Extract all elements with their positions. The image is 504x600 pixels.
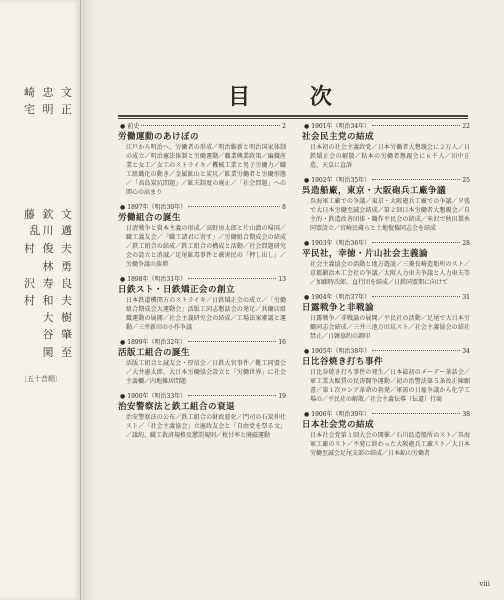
toc-section	[118, 275, 286, 332]
bullet-icon: ●	[304, 411, 310, 418]
name-row: 関 至	[42, 346, 74, 359]
toc-section	[302, 122, 470, 170]
ordering-note: 〔五十音順〕	[20, 375, 62, 383]
toc-page-number: 16	[278, 339, 286, 346]
toc-section	[302, 176, 470, 233]
toc-subtopics: 日本鉄道機関方のストライキ／日鉄矯正会の成立／「労働組合期成会大運動会」活版工同志懇話会の発足／共働店組織運動の展開／社会主義研究会の結成／工場法案審議と運動／三井新田の小作争議	[126, 297, 286, 331]
name-row: 大 樹	[42, 311, 74, 324]
page-title: 目 次	[228, 84, 358, 110]
toc-right-column	[302, 122, 470, 458]
toc-era-entry[interactable]	[302, 239, 470, 248]
toc-era-entry[interactable]	[302, 176, 470, 185]
toc-era-entry[interactable]	[118, 122, 286, 131]
bullet-icon: ●	[304, 294, 310, 301]
toc-page-number: 13	[278, 276, 286, 283]
title-rule-thin	[118, 118, 468, 119]
toc-era-label: 1902年（明治35年）	[311, 177, 371, 184]
toc-era-label: 1904年（明治37年）	[311, 294, 371, 301]
toc-subtopics: 日比谷焼き打ち事件の発生／日本最初のメーデー茶話会／軍工業大幅賃の民涛闘争運動／初の治警法第５条改正陳願書／第１次ロシア革命の勃発／軍需の日雇争議から化学工場の／平民社の解散／社会主義伝導（伝道）行商	[310, 369, 470, 403]
page-folio: viii	[479, 580, 490, 588]
toc-subtopics: 社会主義協会の活動と地方遊説／三菱長崎造船所のスト／京都鍛冶木工会社の争議／大阪人力車夫争議と人力車夫等／加藤時次郎、直行団を結成／日鉄同盟期に向けて	[310, 261, 470, 286]
toc-page-number: 19	[278, 393, 286, 400]
toc-page-number: 38	[462, 411, 470, 418]
facing-page-strip	[0, 0, 81, 600]
toc-section	[302, 410, 470, 458]
bullet-icon: ●	[120, 204, 126, 211]
leader-dots	[372, 350, 460, 351]
leader-dots	[372, 242, 460, 243]
bullet-icon: ●	[304, 348, 310, 355]
toc-page-number: 28	[462, 240, 470, 247]
toc-subtopics: 日本社会党第１回大会の開催／石川島造船所のスト／呉海軍工廠のスト／不発に終わった大阪砲兵工廠スト／大日本労働至誠会足尾支部の結成／日本鉱山労働者	[310, 432, 470, 457]
toc-chapter-title[interactable]: 日露戦争と非戦論	[302, 303, 375, 313]
toc-chapter-title[interactable]: 日鉄スト・日鉄矯正会の創立	[118, 285, 236, 295]
name-row: 沢 寿 良	[24, 277, 74, 290]
leader-dots	[188, 341, 276, 342]
leader-dots	[372, 296, 460, 297]
title-rule	[118, 115, 468, 117]
toc-era-entry[interactable]	[302, 410, 470, 419]
toc-section	[302, 347, 470, 404]
toc-era-label: 1898年（明治31年）	[127, 276, 187, 283]
name-row: 谷 肇	[42, 328, 74, 341]
toc-era-entry[interactable]	[118, 275, 286, 284]
toc-page-number: 22	[462, 123, 470, 130]
toc-era-label: 1897年（明治30年）	[127, 204, 187, 211]
bullet-icon: ●	[120, 276, 126, 283]
toc-era-label: 1900年（明治33年）	[127, 393, 187, 400]
toc-subtopics: 呉海軍工廠での争議／東京・大阪砲兵工廠での争議／夕張で大日本労働至誠会結成／第２回日本労働者大懇親会／自主的・鉄造改善団体・職作平民会の結成／米沢で秋田製糸同盟設立／宮崎民蔵らと土地復権同志会を結成	[310, 198, 470, 232]
toc-era-entry[interactable]	[302, 293, 470, 302]
name-row: 林 勇	[42, 260, 74, 273]
name-row: 宅 明 正	[24, 103, 74, 116]
leader-dots	[188, 395, 276, 396]
toc-section	[302, 239, 470, 287]
toc-era-label: 1899年（明治32年）	[127, 339, 187, 346]
toc-chapter-title[interactable]: 活版工組合の誕生	[118, 348, 191, 358]
bullet-icon: ●	[304, 123, 310, 130]
toc-chapter-title[interactable]: 呉造船廠，東京・大阪砲兵工廠争議	[302, 186, 447, 196]
toc-era-entry[interactable]	[118, 203, 286, 212]
toc-era-label: 1901年（明治34年）	[311, 123, 371, 130]
book-gutter-shadow	[80, 0, 96, 600]
name-row: 乱川 邁	[29, 224, 74, 237]
bullet-icon: ●	[120, 123, 126, 130]
toc-subtopics: 江戸から明治へ、労働者の形成／明治維新と明治国家体制の成立／明治憲法体制と労働運動／職業興業政策／編織産業と女工／女工のストライキ／機械工業と男子労働力／職工組織化の動き／金属鉱山と炭坑／鉱業労働者と労働形態／「高島炭坑問題」／鉱夫制度の廃止／「社会問題」への関心の高まり	[126, 144, 286, 196]
toc-era-entry[interactable]	[118, 392, 286, 401]
toc-section	[118, 392, 286, 440]
toc-section	[118, 338, 286, 386]
name-row: 村 俊 夫	[24, 242, 74, 255]
leader-dots	[372, 125, 460, 126]
toc-chapter-title[interactable]: 日比谷焼き打ち事件	[302, 357, 384, 367]
leader-dots	[372, 413, 460, 414]
toc-era-entry[interactable]	[118, 338, 286, 347]
toc-page-number: 8	[282, 204, 286, 211]
name-row: 崎 忠 文	[24, 86, 74, 99]
leader-dots	[188, 206, 280, 207]
toc-chapter-title[interactable]: 労働運動のあけぼの	[118, 132, 200, 142]
toc-era-label: 前史	[127, 123, 140, 130]
toc-chapter-title[interactable]: 日本社会党の結成	[302, 420, 375, 430]
name-row: 藤 欽 文	[24, 208, 74, 221]
toc-page-number: 2	[282, 123, 286, 130]
toc-era-label: 1905年（明治38年）	[311, 348, 371, 355]
toc-chapter-title[interactable]: 平民社，幸徳・片山社会主義論	[302, 249, 429, 259]
bullet-icon: ●	[120, 339, 126, 346]
toc-chapter-title[interactable]: 社会民主党の結成	[302, 132, 375, 142]
bullet-icon: ●	[120, 393, 126, 400]
toc-section	[302, 293, 470, 341]
bullet-icon: ●	[304, 240, 310, 247]
leader-dots	[188, 278, 276, 279]
toc-subtopics: 日清戦争と資本主義の形成／高野房太郎と片山潜の帰国／職工義友会／「職工諸君に寄す」／労働組合期成会の結成／鉄工組合の結成／鉄工組合の構成と活動／社会問題研究会の設立と消滅／足尾鉱毒事件と被害民の「押し出し」／労働争議の族増	[126, 225, 286, 268]
toc-era-entry[interactable]	[302, 122, 470, 131]
toc-subtopics: 治安警察法の公布／鉄工組合の財政悪化／門司の石炭仲仕スト／「社会主義協会」立憲政友会と「自由党を祭る文」／議約、職工救済規格及懲罰規則／枚甘率と廃磁運動	[126, 414, 286, 439]
toc-era-label: 1903年（明治36年）	[311, 240, 371, 247]
toc-page-number: 25	[462, 177, 470, 184]
toc-section	[118, 203, 286, 269]
toc-chapter-title[interactable]: 労働組合の誕生	[118, 213, 182, 223]
toc-chapter-title[interactable]: 治安警察法と鉄工組合の衰退	[118, 402, 236, 412]
leader-dots	[141, 125, 280, 126]
toc-subtopics: 日露戦争／非戦論の展開／平民社の活動／足尾で大日本労働同志会結成／三井三池万田坑スト／社会主義協会の結社禁止／日韓協約の調印	[310, 315, 470, 340]
toc-page-number: 31	[462, 294, 470, 301]
leader-dots	[372, 179, 460, 180]
toc-left-column	[118, 122, 286, 440]
toc-section	[118, 122, 286, 197]
toc-subtopics: 活版工組合と誠友会・厚信会／日鉄大宮事件／靴工同盟会／大井憲太郎、大日本労働協会設立と「労働世界」に社会主義欄／内地雑居問題	[126, 360, 286, 385]
name-row: 村 和 夫	[24, 294, 74, 307]
toc-era-label: 1906年（明治39年）	[311, 411, 371, 418]
bullet-icon: ●	[304, 177, 310, 184]
toc-subtopics: 日本初の社会主義政党／日本労働者大懇親会に２万人／日鉄矯正会の解散／粘本の労働者懇親会に６千人／田中正造、天皇に直訴	[310, 144, 470, 169]
toc-page-number: 34	[462, 348, 470, 355]
toc-era-entry[interactable]	[302, 347, 470, 356]
